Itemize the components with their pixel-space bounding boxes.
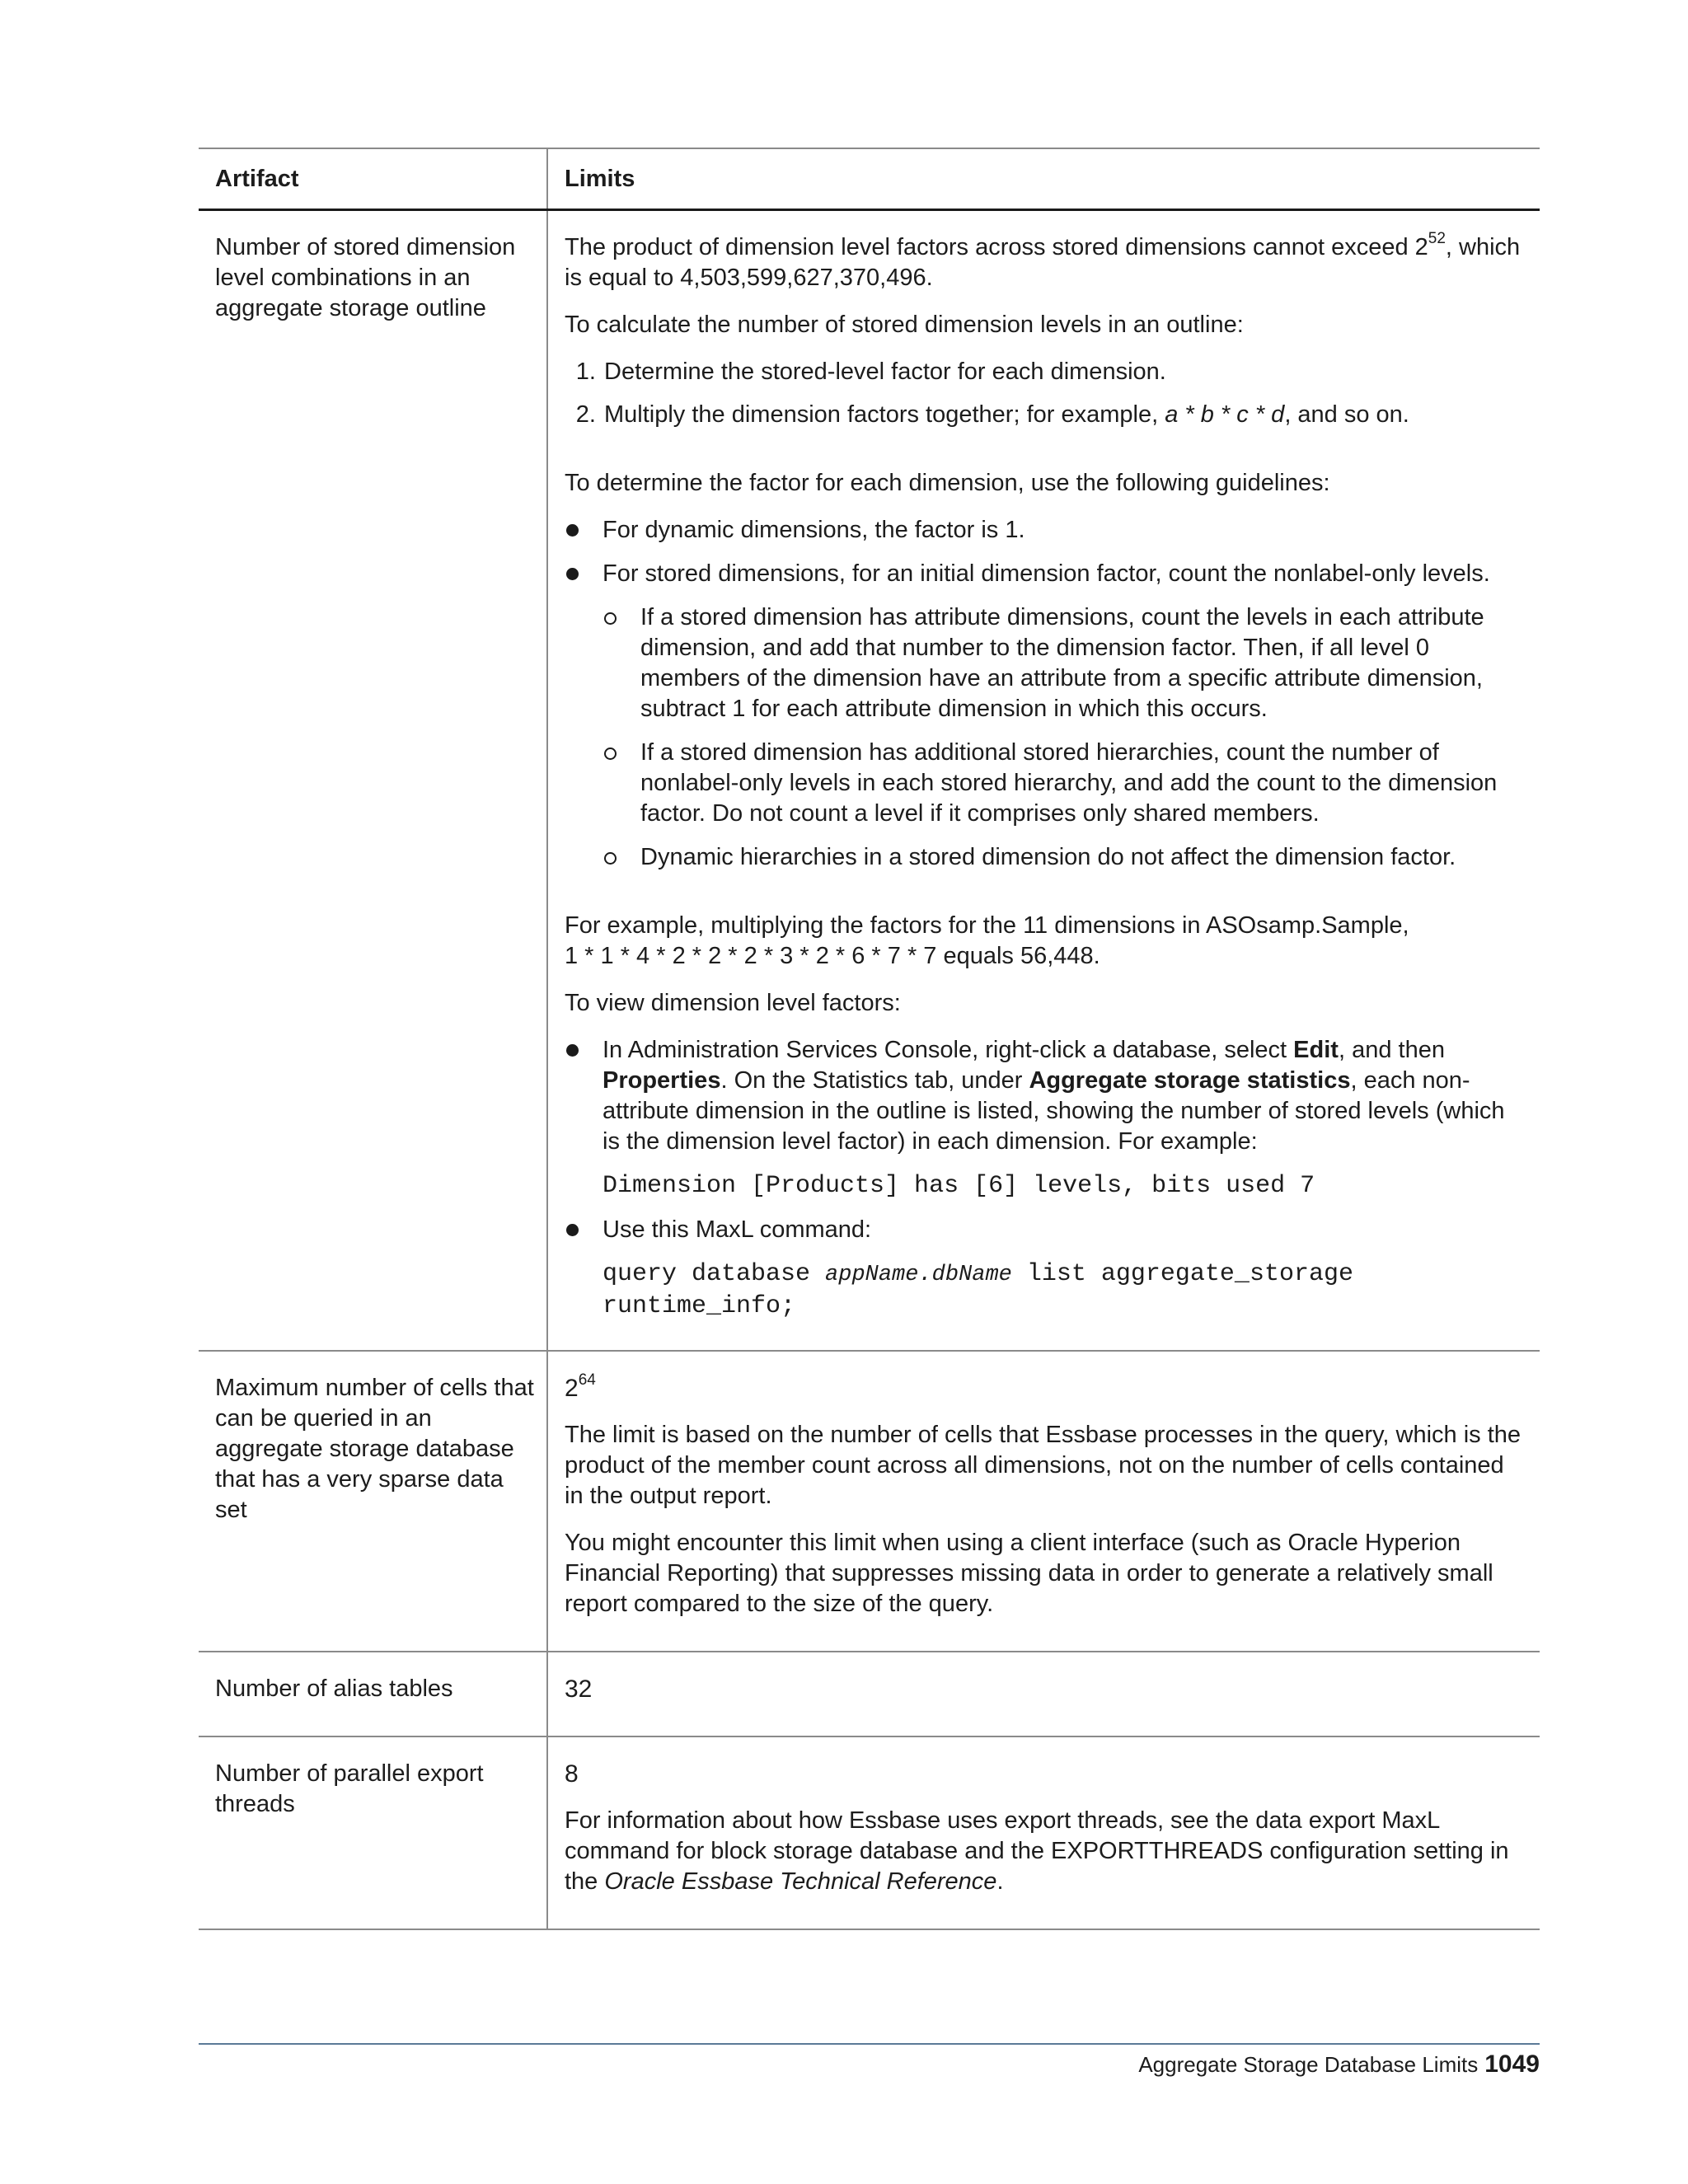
view-list: [565, 1035, 1528, 1322]
example-paragraph: For example, multiplying the factors for the 11 dimensions in ASOsamp.Sample, 1 * 1 * 4 * 2 * 2 * 2 * 3 * 2 * 6 * 7 * 7 equals 56,448.: [565, 912, 1409, 969]
artifact-cell: Number of parallel export threads: [199, 1736, 547, 1929]
maxl-command: query database appName.dbName list aggregate_storage runtime_info;: [603, 1260, 1368, 1320]
table-header-row: [199, 148, 1540, 210]
table-row: [199, 1736, 1540, 1929]
list-item: In Administration Services Console, right-click a database, select Edit, and then Properties. On the Statistics tab, under Aggregate storage statistics, each non-attribute dimension in the outline is listed, showing the number of stored levels (which is the dimension level factor) in each dimension. For example: Dimension [Products] has [6] levels, bits used 7: [565, 1035, 1528, 1202]
footer-divider: [199, 2043, 1540, 2045]
list-item: If a stored dimension has additional stored hierarchies, count the number of nonlabel-only levels in each stored hierarchy, and add the count to the dimension factor. Do not count a level if it comprises only shared members.: [603, 738, 1528, 829]
page-number: 1049: [1484, 2050, 1540, 2078]
limit-value: $2^{64}$: [565, 1371, 596, 1402]
steps-list: [565, 357, 1528, 430]
list-item: For stored dimensions, for an initial dimension factor, count the nonlabel-only levels. If a stored dimension has attribute dimensions, count the levels in each attribute dimension, and add that number to the dimension factor. Then, if all level 0 members of the dimension have an attribute from a specific attribute dimension, subtract 1 for each attribute dimension in which this occurs. If a stored dimension has additional stored hierarchies, count the number of nonlabel-only levels in each stored hierarchy, and add the count to the dimension factor. Do not count a level if it comprises only shared members. Dynamic hierarchies in a stored dimension do not affect the dimension factor.: [565, 559, 1528, 873]
sub-list: [603, 602, 1528, 873]
limits-cell: [547, 1736, 1540, 1929]
artifact-cell: Number of stored dimension level combinations in an aggregate storage outline: [199, 210, 547, 1352]
list-item: If a stored dimension has attribute dimensions, count the levels in each attribute dimension, and add that number to the dimension factor. Then, if all level 0 members of the dimension have an attribute from a specific attribute dimension, subtract 1 for each attribute dimension in which this occurs.: [603, 602, 1528, 724]
list-item: 1. Determine the stored-level factor for each dimension.: [603, 357, 1528, 387]
artifact-cell: Maximum number of cells that can be queried in an aggregate storage database that has a very sparse data set: [199, 1351, 547, 1652]
header-limits: Limits: [547, 148, 1540, 210]
list-item: Dynamic hierarchies in a stored dimension do not affect the dimension factor.: [603, 842, 1528, 873]
limits-cell: [547, 1652, 1540, 1736]
list-item: 2. Multiply the dimension factors together; for example, a * b * c * d, and so on.: [603, 400, 1528, 430]
paragraph: To view dimension level factors:: [565, 990, 901, 1016]
table-row: [199, 1652, 1540, 1736]
paragraph: To determine the factor for each dimension, use the following guidelines:: [565, 470, 1330, 496]
paragraph: You might encounter this limit when using a client interface (such as Oracle Hyperion Financial Reporting) that suppresses missing data in order to generate a relatively small report compared to the size of the query.: [565, 1530, 1493, 1617]
paragraph: For information about how Essbase uses export threads, see the data export MaxL command for block storage database and the EXPORTTHREADS configuration setting in the Oracle Essbase Technical Reference.: [565, 1807, 1509, 1895]
footer-title: Aggregate Storage Database Limits: [1138, 2052, 1479, 2077]
limits-table: [199, 148, 1540, 1930]
page-footer: [1138, 2050, 1540, 2079]
artifact-cell: Number of alias tables: [199, 1652, 547, 1736]
list-item: For dynamic dimensions, the factor is 1.: [565, 515, 1528, 546]
limit-value: 8: [565, 1760, 579, 1788]
code-sample: Dimension [Products] has [6] levels, bits used 7: [603, 1172, 1315, 1200]
formula: a * b * c * d: [1165, 401, 1285, 428]
exponent: 52: [1428, 230, 1446, 247]
limits-cell: [547, 1351, 1540, 1652]
reference-title: Oracle Essbase Technical Reference: [604, 1868, 997, 1895]
table-row: [199, 210, 1540, 1352]
list-item: Use this MaxL command: query database appName.dbName list aggregate_storage runtime_info;: [565, 1215, 1528, 1322]
paragraph: The limit is based on the number of cells that Essbase processes in the query, which is the product of the member count across all dimensions, not on the number of cells contained in the output report.: [565, 1422, 1522, 1509]
guidelines-list: [565, 515, 1528, 873]
limit-value: 32: [565, 1675, 593, 1703]
limits-cell: [547, 210, 1540, 1352]
table-row: [199, 1351, 1540, 1652]
header-artifact: Artifact: [199, 148, 547, 210]
paragraph: To calculate the number of stored dimension levels in an outline:: [565, 312, 1244, 338]
limit-statement: The product of dimension level factors across stored dimensions cannot exceed $2^{52}$, which is equal to 4,503,599,627,370,496.: [565, 230, 1521, 291]
